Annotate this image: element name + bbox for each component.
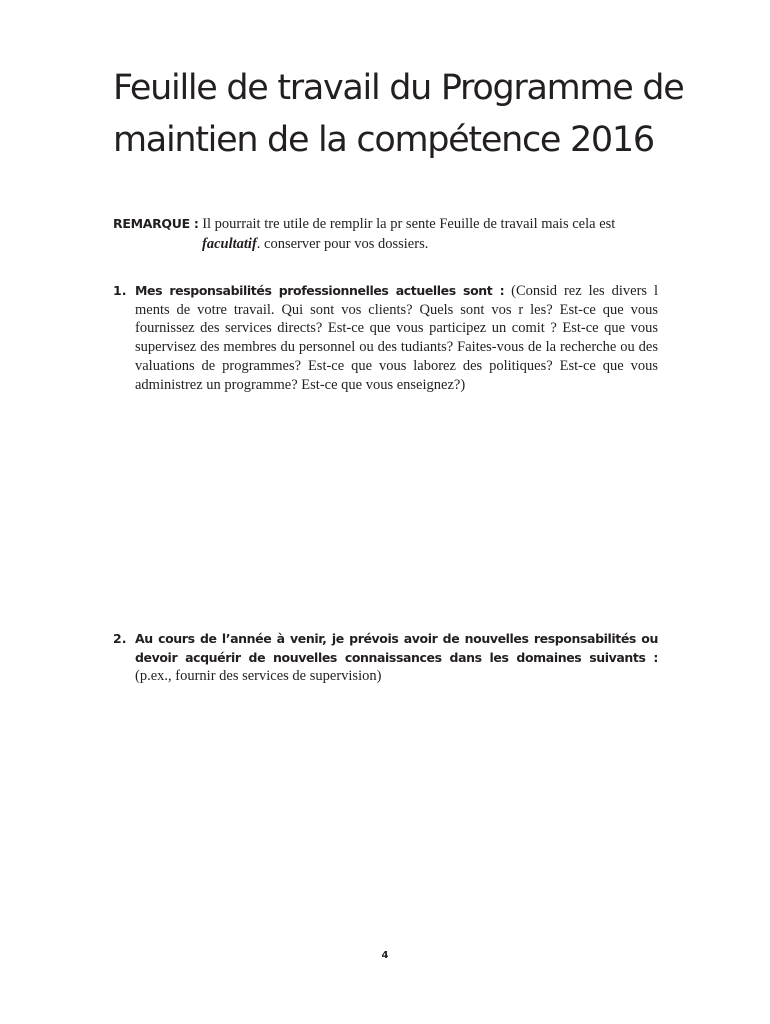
remark-label: REMARQUE : <box>113 216 199 231</box>
page-number: 4 <box>381 950 389 961</box>
page-title <box>113 62 713 166</box>
question-1-text: (Consid rez les divers l ments de votre travail. Qui sont vos clients? Quels sont vos r les? Est-ce que vous fournissez des services directs? Est-ce que vous participez un comit ? Est-ce que vous supervisez des membres du personnel ou des tudiants? Faites-vous de la recherche ou des valuations de programmes? Est-ce que vous laborez des politiques? Est-ce que vous administrez un programme? Est-ce que vous enseignez?) <box>135 283 658 393</box>
question-1 <box>113 282 658 394</box>
remark-line-2 <box>113 234 673 254</box>
question-1-lead: Mes responsabilités professionnelles actuelles sont : <box>135 283 505 298</box>
question-2-body <box>135 630 658 686</box>
remark-text-1: Il pourrait tre utile de remplir la pr sente Feuille de travail mais cela est <box>198 216 616 232</box>
question-2-text: (p.ex., fournir des services de supervision) <box>135 668 382 685</box>
title-line-2: maintien de la compétence 2016 <box>113 120 654 160</box>
question-2-lead: Au cours de l’année à venir, je prévois avoir de nouvelles responsabilités ou devoir acquérir de nouvelles connaissances dans les domaines suivants : <box>135 631 658 665</box>
question-2 <box>113 630 658 686</box>
remark-line-1 <box>113 214 673 234</box>
remark-note <box>113 214 673 254</box>
title-line-1: Feuille de travail du Programme de <box>113 68 684 108</box>
remark-text-2: . conserver pour vos dossiers. <box>256 236 429 252</box>
remark-emphasis: facultatif <box>202 236 257 252</box>
question-2-number: 2. <box>113 631 127 646</box>
question-1-number: 1. <box>113 283 127 298</box>
question-1-body <box>135 282 658 394</box>
